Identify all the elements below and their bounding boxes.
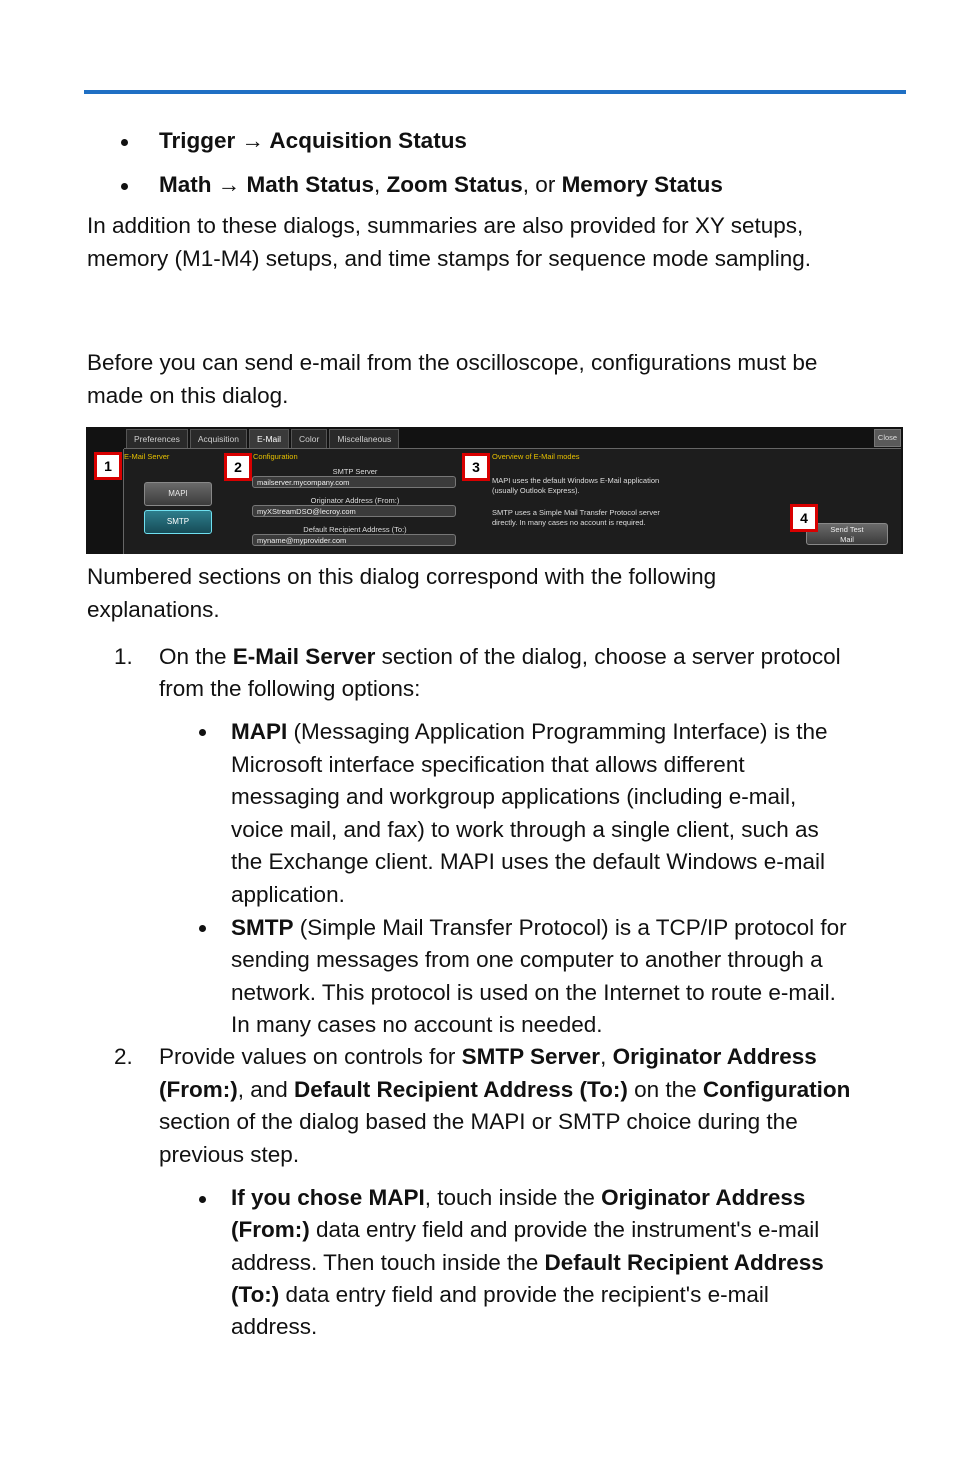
para-before-send-line1: Before you can send e-mail from the oscilloscope, configurations must be [87, 350, 818, 375]
send-test-mail-button[interactable] [806, 523, 888, 545]
mapi-bullet-line1: MAPI (Messaging Application Programming Interface) is the [231, 719, 828, 744]
step-number: 1. [114, 644, 133, 669]
step1-line2: from the following options: [159, 676, 421, 701]
smtp-bullet-line4: In many cases no account is needed. [231, 1012, 603, 1037]
tab-preferences[interactable]: Preferences [126, 429, 188, 448]
callout-badge-1: 1 [94, 452, 122, 480]
step-number: 2. [114, 1044, 133, 1069]
send-test-label-line1: Send Test [830, 525, 864, 534]
step2-line1: Provide values on controls for SMTP Server, Originator Address [159, 1044, 817, 1069]
smtp-bullet-line2: sending messages from one computer to another through a [231, 947, 823, 972]
mapi-bullet-line5: the Exchange client. MAPI uses the default Windows e-mail [231, 849, 826, 874]
originator-label: Originator Address (From:) [310, 496, 400, 505]
overview-mapi-line2: (usually Outlook Express). [492, 486, 580, 495]
bullet-dot [121, 139, 128, 146]
step2-line3: section of the dialog based the MAPI or SMTP choice during the [159, 1109, 798, 1134]
mapi-choice-line4: (To:) data entry field and provide the recipient's e-mail [231, 1282, 769, 1307]
callout-badge-3: 3 [462, 453, 490, 481]
tab-email[interactable]: E-Mail [249, 429, 289, 450]
para-summaries-line2: memory (M1-M4) setups, and time stamps for sequence mode sampling. [87, 246, 812, 271]
step1-line1: On the E-Mail Server section of the dialog, choose a server protocol [159, 644, 841, 669]
callout-badge-4: 4 [790, 504, 818, 532]
tab-color[interactable]: Color [291, 429, 327, 448]
configuration-title: Configuration [253, 452, 298, 461]
overview-smtp-line1: SMTP uses a Simple Mail Transfer Protocol server [492, 508, 660, 517]
bullet-dot [199, 925, 206, 932]
bullet-dot [199, 729, 206, 736]
mapi-bullet-line3: messaging and workgroup applications (including e-mail, [231, 784, 797, 809]
mapi-choice-line1: If you chose MAPI, touch inside the Originator Address [231, 1185, 806, 1210]
mapi-bullet-line6: application. [231, 882, 345, 907]
bullet-dot [121, 183, 128, 190]
overview-title: Overview of E-Mail modes [492, 452, 580, 461]
mapi-bullet-line2: Microsoft interface specification that allows different [231, 752, 745, 777]
step2-line2: (From:), and Default Recipient Address (To:) on the Configuration [159, 1077, 851, 1102]
overview-mapi-line1: MAPI uses the default Windows E-Mail application [492, 476, 660, 485]
tab-miscellaneous[interactable]: Miscellaneous [329, 429, 399, 448]
mapi-button[interactable]: MAPI [144, 482, 212, 506]
email-server-title: E-Mail Server [124, 452, 170, 461]
divider [123, 449, 124, 554]
bullet-math-status: Math → Math Status, Zoom Status, or Memory Status [159, 172, 723, 197]
bullet-dot [199, 1196, 206, 1203]
para-summaries-line1: In addition to these dialogs, summaries are also provided for XY setups, [87, 213, 804, 238]
close-button[interactable]: Close [874, 429, 901, 447]
mapi-choice-line3: address. Then touch inside the Default Recipient Address [231, 1250, 824, 1275]
recipient-label: Default Recipient Address (To:) [303, 525, 407, 534]
mapi-choice-line2: (From:) data entry field and provide the instrument's e-mail [231, 1217, 820, 1242]
tab-acquisition[interactable]: Acquisition [190, 429, 247, 448]
para-numbered-line1: Numbered sections on this dialog correspond with the following [87, 564, 717, 589]
smtp-bullet-line3: network. This protocol is used on the Internet to route e-mail. [231, 980, 836, 1005]
bullet-trigger-acquisition: Trigger → Acquisition Status [159, 128, 467, 153]
dialog-tabs [126, 429, 401, 449]
recipient-field[interactable]: myname@myprovider.com [252, 534, 456, 546]
header-rule [84, 90, 906, 94]
step2-line4: previous step. [159, 1142, 300, 1167]
smtp-button[interactable]: SMTP [144, 510, 212, 534]
send-test-label-line2: Mail [840, 535, 854, 544]
para-before-send-line2: made on this dialog. [87, 383, 289, 408]
smtp-server-label: SMTP Server [332, 467, 378, 476]
para-numbered-line2: explanations. [87, 597, 220, 622]
originator-field[interactable]: myXStreamDSO@lecroy.com [252, 505, 456, 517]
callout-badge-2: 2 [224, 453, 252, 481]
smtp-bullet-line1: SMTP (Simple Mail Transfer Protocol) is a TCP/IP protocol for [231, 915, 847, 940]
overview-smtp-line2: directly. In many cases no account is required. [492, 518, 646, 527]
mapi-bullet-line4: voice mail, and fax) to work through a single client, such as [231, 817, 819, 842]
email-dialog-screenshot [86, 427, 903, 554]
mapi-choice-line5: address. [231, 1314, 318, 1339]
smtp-server-field[interactable]: mailserver.mycompany.com [252, 476, 456, 488]
